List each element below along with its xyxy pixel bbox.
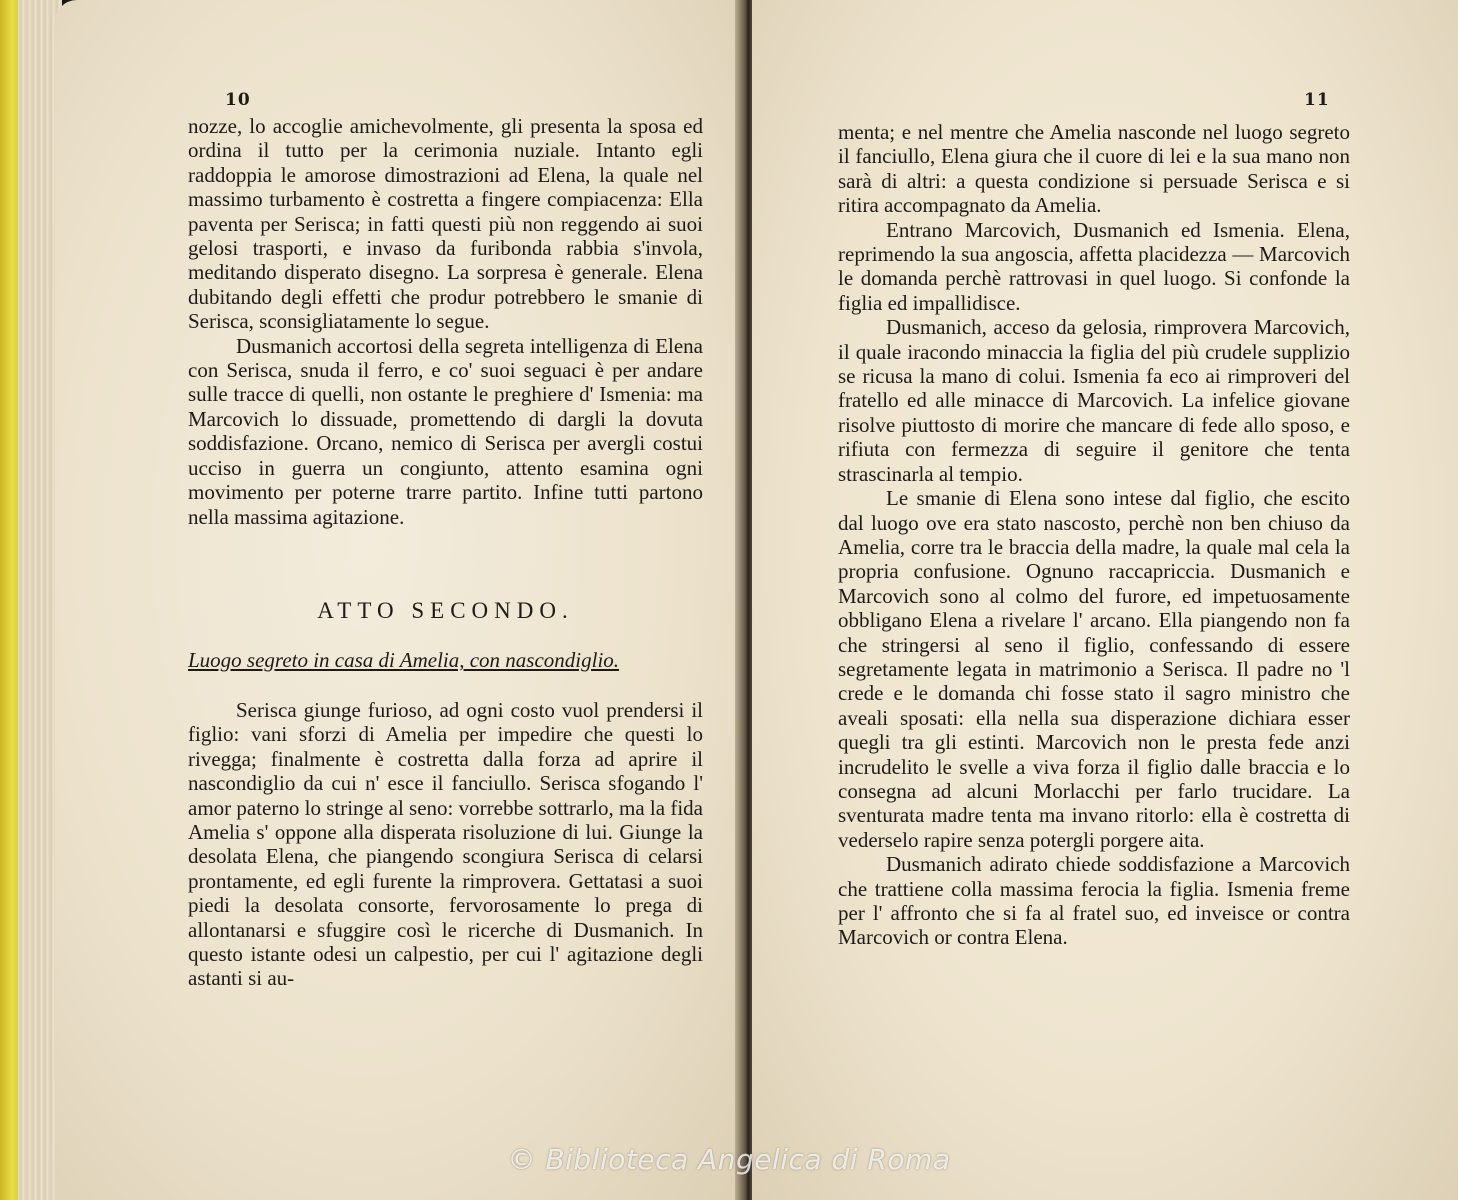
left-page [55, 0, 745, 1200]
scene-heading: Luogo segreto in casa di Amelia, con nascondiglio. [188, 648, 620, 672]
paragraph: Dusmanich adirato chiede soddisfazione a Marcovich che trattiene colla massima ferocia la figlia. Ismenia freme per l' affronto che si fa al fratel suo, ed inveisce or contra Marcovich or contra Elena. [838, 852, 1350, 950]
body-text [838, 120, 1350, 950]
paragraph: nozze, lo accoglie amichevolmente, gli presenta la sposa ed ordina il tutto per la cerimonia nuziale. Intanto egli raddoppia le amorose dimostrazioni ad Elena, la quale nel massimo turbamento è costretta a fingere compiacenza: Ella paventa per Serisca; in fatti questi più non reggendo ai suoi gelosi trasporti, e invaso da furibonda rabbia s'invola, meditando disperato disegno. La sorpresa è generale. Elena dubitando degli effetti che produr potrebbero le smanie di Serisca, sconsigliatamente lo segue. [188, 114, 703, 334]
paragraph: Entrano Marcovich, Dusmanich ed Ismenia. Elena, reprimendo la sua angoscia, affetta placidezza — Marcovich le domanda perchè rattrovasi in quel luogo. Si confonde la figlia ed impallidisce. [838, 217, 1350, 315]
paragraph: Serisca giunge furioso, ad ogni costo vuol prendersi il figlio: vani sforzi di Amelia per impedire che questi lo rivegga; finalmente è costretta dalla forza ad aprire il nascondiglio da cui n' esce il fanciullo. Serisca sfogando l' amor paterno lo stringe al seno: vorrebbe sottrarlo, ma la fida Amelia s' oppone alla disperata risoluzione di lui. Giunge la desolata Elena, che piangendo scongiura Serisca di celarsi prontamente, ed egli furente la rimprovera. Gettatasi a suoi piedi la desolata consorte, fervorosamente lo prega di allontanarsi e sfuggire così le ricerche di Dusmanich. In questo istante odesi un calpestio, per cui l' agitazione degli astanti si au- [188, 698, 703, 991]
act-heading: ATTO SECONDO. [317, 598, 574, 623]
paragraph: Dusmanich accortosi della segreta intelligenza di Elena con Serisca, snuda il ferro, e co' suoi seguaci è per andare sulle tracce di quelli, non ostante le preghiere d' Ismenia: ma Marcovich lo dissuade, promettendo di dargli la dovuta soddisfazione. Orcano, nemico di Serisca per avergli costui ucciso in guerra un congiunto, attento esamina ogni movimento per poterne trarre partito. Infine tutti partono nella massima agitazione. [188, 333, 703, 529]
body-text [188, 114, 703, 529]
paragraph: Dusmanich, acceso da gelosia, rimprovera Marcovich, il quale iracondo minaccia la figlia del più crudele supplizio se ricusa la mano di colui. Ismenia fa eco ai rimproveri del fratello ed alle minacce di Marcovich. La infelice giovane risolve piuttosto di morire che mancare di fede allo sposo, e rifiuta con fermezza di seguire il genitore che tenta strascinarla al tempio. [838, 315, 1350, 486]
page-number: 10 [225, 90, 251, 110]
paragraph: menta; e nel mentre che Amelia nasconde nel luogo segreto il fanciullo, Elena giura che il cuore di lei e la sua mano non sarà di altri: a questa condizione si persuade Serisca e si ritira accompagnato da Amelia. [838, 120, 1350, 218]
right-page [752, 0, 1458, 1200]
page-number: 11 [1304, 90, 1330, 110]
copyright-watermark: © Biblioteca Angelica di Roma [507, 1143, 951, 1176]
book-edge [0, 0, 20, 1200]
paragraph: Le smanie di Elena sono intese dal figlio, che escito dal luogo ove era stato nascosto, perchè non ben chiuso da Amelia, corre tra le braccia della madre, la quale mal cela la propria confusione. Ognuno raccapriccia. Dusmanich e Marcovich sono al colmo del furore, ed impetuosamente obbligano Elena a rivelare l' arcano. Ella piangendo non fa che stringersi al seno il figlio, confessando di essere segretamente legata in matrimonio a Serisca. Il padre no 'l crede e le domanda chi fosse stato il sagro ministro che aveali sposati: ella nella sua disperazione dichiara esser quegli tra gli estinti. Marcovich non le presta fede anzi incrudelito le svelle a viva forza il figlio dalle braccia e lo consegna ad alcuni Morlacchi per farlo trucidare. La sventurata madre tenta ma invano ritorlo: ella è costretta di vederselo rapire senza potergli porgere aita. [838, 486, 1350, 852]
scene-text [188, 698, 703, 991]
